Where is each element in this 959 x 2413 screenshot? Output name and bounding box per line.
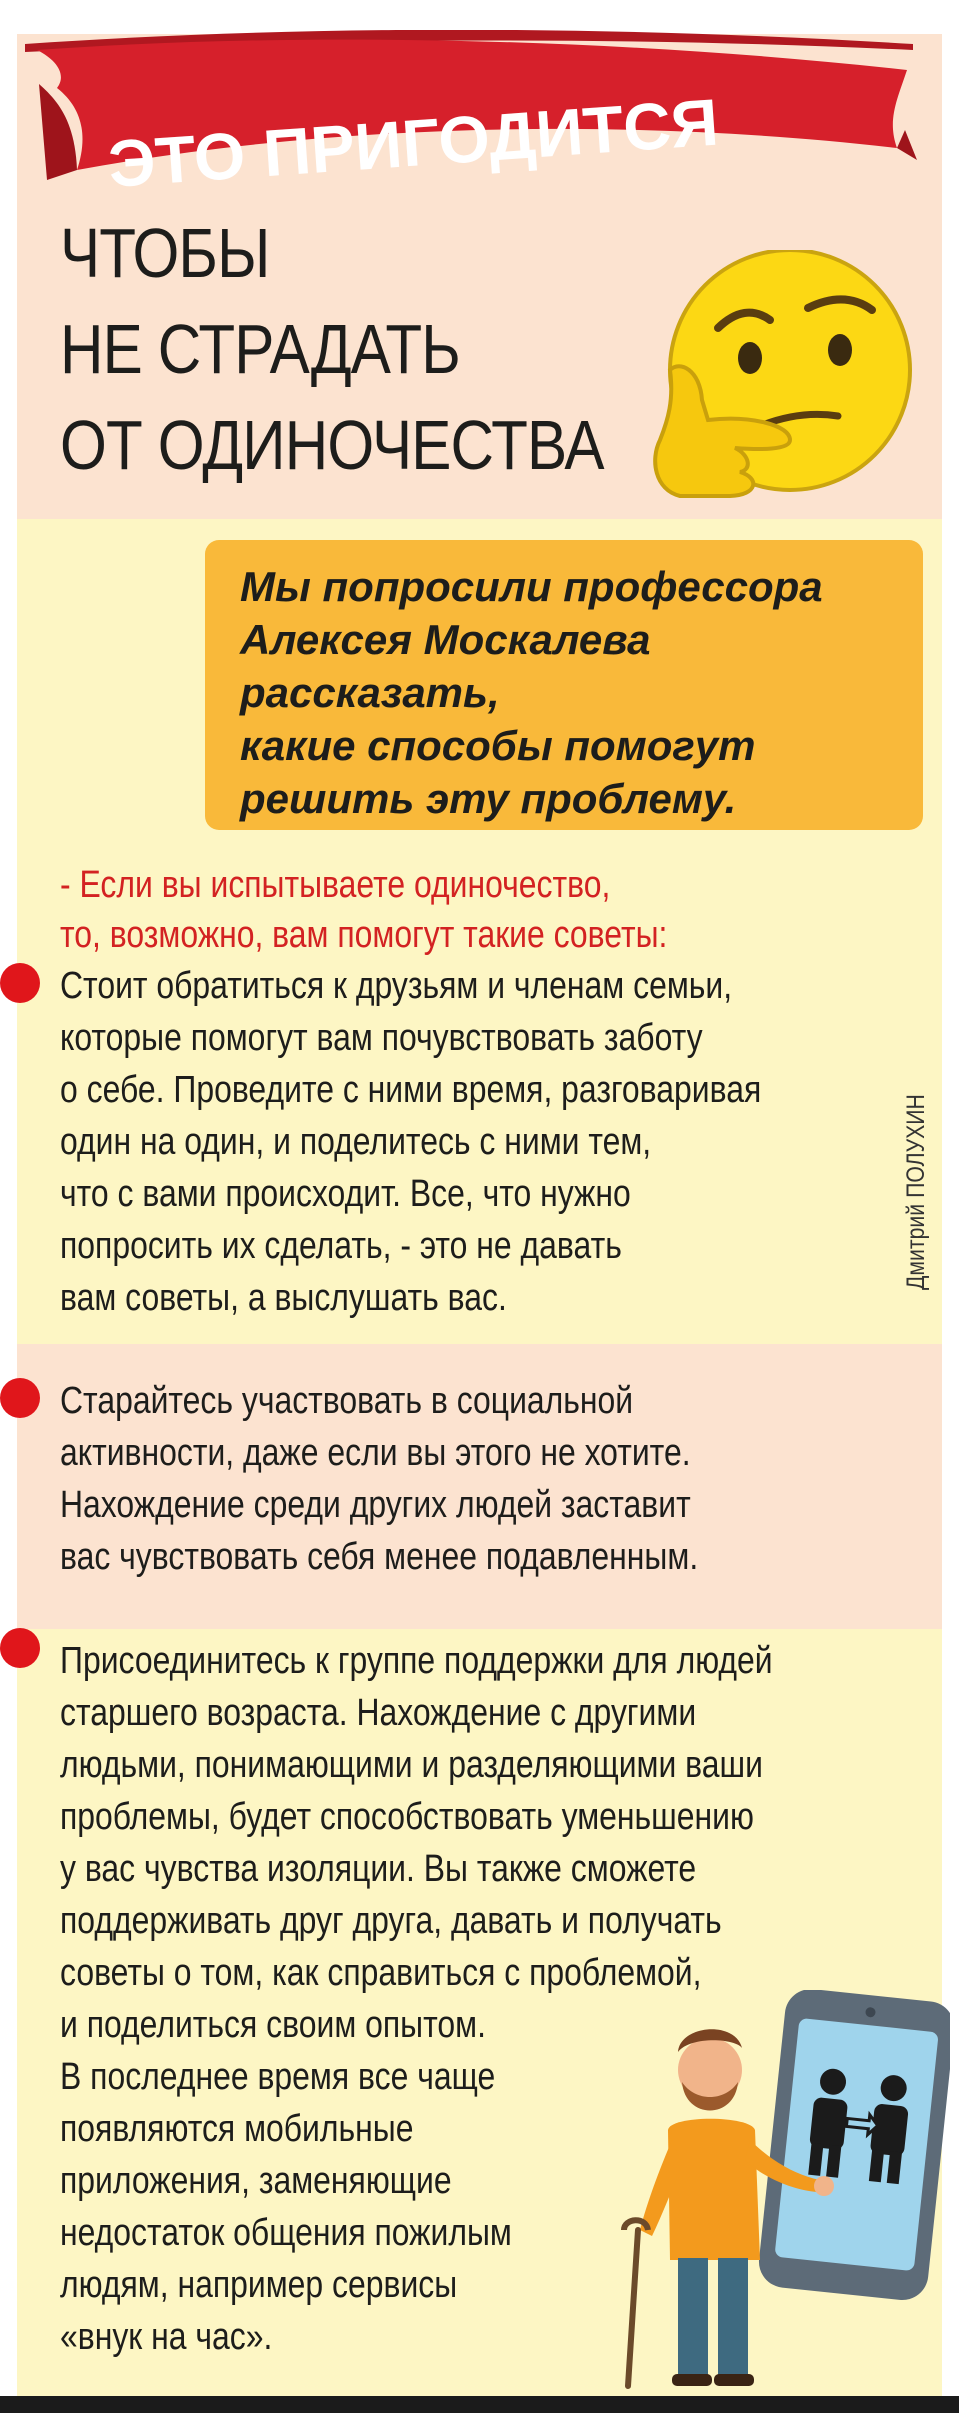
tip-line: активности, даже если вы этого не хотите. <box>60 1432 691 1474</box>
tip-line: что с вами происходит. Все, что нужно <box>60 1173 631 1215</box>
bottom-bar <box>0 2396 959 2413</box>
tip-line: приложения, заменяющие <box>60 2160 452 2202</box>
tip-line: которые помогут вам почувствовать заботу <box>60 1017 703 1059</box>
bullet-icon <box>0 1378 40 1418</box>
bullet-icon <box>0 1628 40 1668</box>
intro-line: то, возможно, вам помогут такие советы: <box>60 914 668 956</box>
tip-line: старшего возраста. Нахождение с другими <box>60 1692 697 1734</box>
tip-line: недостаток общения пожилым <box>60 2212 512 2254</box>
tip-line: проблемы, будет способствовать уменьшению <box>60 1796 754 1838</box>
tip-line: Старайтесь участвовать в социальной <box>60 1380 634 1422</box>
intro-text <box>60 860 667 960</box>
bullet-icon <box>0 963 40 1003</box>
tip-line: Нахождение среди других людей заставит <box>60 1484 691 1526</box>
elderly-man-phone-illustration <box>610 1990 950 2390</box>
tip-line: «внук на час». <box>60 2316 273 2358</box>
callout-line: решить эту проблему. <box>240 775 737 822</box>
thinking-face-icon <box>640 250 920 510</box>
callout-text <box>240 560 823 825</box>
tip-line: попросить их сделать, - это не давать <box>60 1225 622 1267</box>
tip-line: поддерживать друг друга, давать и получать <box>60 1900 722 1942</box>
tip-line: у вас чувства изоляции. Вы также сможете <box>60 1848 697 1890</box>
tip-line: один на один, и поделитесь с ними тем, <box>60 1121 652 1163</box>
tip-line: Присоединитесь к группе поддержки для людей <box>60 1640 773 1682</box>
tip-line: и поделиться своим опытом. <box>60 2004 486 2046</box>
tip-line: людям, например сервисы <box>60 2264 458 2306</box>
page-title <box>60 205 604 493</box>
intro-line: - Если вы испытываете одиночество, <box>60 864 611 906</box>
banner-text: ЭТО ПРИГОДИТСЯ <box>105 84 721 202</box>
title-line: ОТ ОДИНОЧЕСТВА <box>60 406 604 484</box>
callout-line: Алексея Москалева <box>240 616 651 663</box>
callout-line: какие способы помогут <box>240 722 756 769</box>
callout-line: рассказать, <box>240 669 500 716</box>
tip-line: вас чувствовать себя менее подавленным. <box>60 1536 699 1578</box>
title-line: ЧТОБЫ <box>60 214 270 292</box>
tip-line: о себе. Проведите с ними время, разговаривая <box>60 1069 762 1111</box>
tip-line: появляются мобильные <box>60 2108 414 2150</box>
tip-1-text <box>60 960 761 1324</box>
tip-2-text <box>60 1375 698 1583</box>
tip-line: Стоит обратиться к друзьям и членам семьи, <box>60 965 733 1007</box>
tip-line: советы о том, как справиться с проблемой, <box>60 1952 702 1994</box>
banner-ribbon <box>17 30 927 230</box>
photo-credit: Дмитрий ПОЛУХИН <box>902 1094 930 1290</box>
tip-line: В последнее время все чаще <box>60 2056 496 2098</box>
title-line: НЕ СТРАДАТЬ <box>60 310 460 388</box>
tip-line: вам советы, а выслушать вас. <box>60 1277 507 1319</box>
tip-line: людьми, понимающими и разделяющими ваши <box>60 1744 763 1786</box>
callout-line: Мы попросили профессора <box>240 563 823 610</box>
